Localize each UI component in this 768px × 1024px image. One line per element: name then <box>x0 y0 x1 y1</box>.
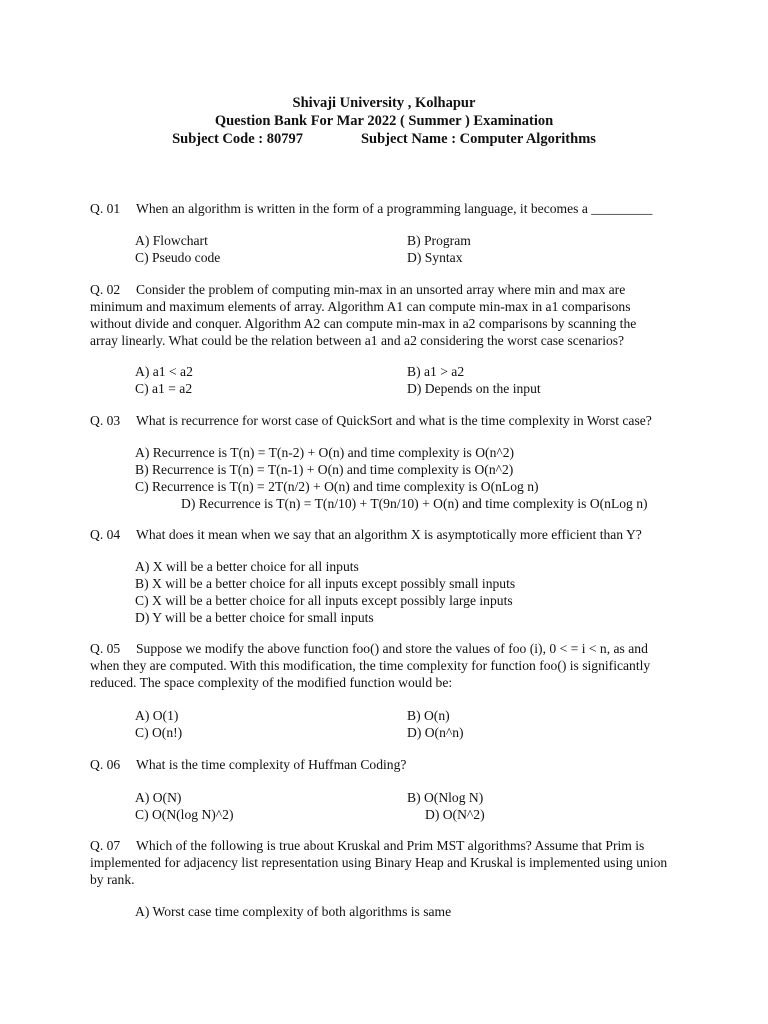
option-a: A) Worst case time complexity of both algorithms is same <box>135 904 452 919</box>
option-d: D) Y will be a better choice for small inputs <box>135 610 374 625</box>
option-b: B) a1 > a2 <box>407 364 465 379</box>
option-b: B) Recurrence is T(n) = T(n-1) + O(n) and time complexity is O(n^2) <box>135 462 514 477</box>
option-a: A) a1 < a2 <box>135 364 193 379</box>
option-c: C) O(n!) <box>135 725 183 740</box>
option-d: D) O(N^2) <box>425 807 485 822</box>
question-text: What does it mean when we say that an algorithm X is asymptotically more efficient than Y? <box>136 527 642 542</box>
document-header <box>0 94 768 148</box>
question-text: What is recurrence for worst case of QuickSort and what is the time complexity in Worst case? <box>136 413 652 428</box>
option-b: B) Program <box>407 233 471 248</box>
question-7-options <box>135 903 695 920</box>
option-c: C) a1 = a2 <box>135 381 193 396</box>
question-2-options <box>135 363 695 397</box>
question-text-line: minimum and maximum elements of array. Algorithm A1 can compute min-max in a1 comparisons <box>90 299 631 314</box>
option-d: D) Recurrence is T(n) = T(n/10) + T(9n/10) + O(n) and time complexity is O(nLog n) <box>181 496 648 511</box>
question-text-line: by rank. <box>90 872 135 887</box>
question-1-options <box>135 232 695 266</box>
question-3-options <box>135 444 695 512</box>
question-text-line: without divide and conquer. Algorithm A2 can compute min-max in a2 comparisons by scanning the <box>90 316 637 331</box>
question-4-options <box>135 558 695 626</box>
question-1 <box>90 200 690 217</box>
question-text-line: when they are computed. With this modification, the time complexity for function foo() is significantly <box>90 658 651 673</box>
subject-name: Subject Name : Computer Algorithms <box>360 131 596 147</box>
question-text-line: reduced. The space complexity of the modified function would be: <box>90 675 453 690</box>
option-a: A) Recurrence is T(n) = T(n-2) + O(n) and time complexity is O(n^2) <box>135 445 515 460</box>
question-number: Q. 06 <box>90 757 121 772</box>
question-7 <box>90 837 690 888</box>
question-5-options <box>135 707 695 741</box>
question-text-line: implemented for adjacency list representation using Binary Heap and Kruskal is implemented using union <box>90 855 668 870</box>
question-6 <box>90 756 690 773</box>
option-d: D) Depends on the input <box>407 381 541 396</box>
question-3 <box>90 412 690 429</box>
question-text-line: Consider the problem of computing min-max in an unsorted array where min and max are <box>136 282 626 297</box>
option-b: B) X will be a better choice for all inputs except possibly small inputs <box>135 576 516 591</box>
option-a: A) Flowchart <box>135 233 208 248</box>
question-number: Q. 04 <box>90 527 121 542</box>
option-a: A) X will be a better choice for all inputs <box>135 559 359 574</box>
question-bank-title: Question Bank For Mar 2022 ( Summer ) Examination <box>214 113 554 129</box>
subject-code: Subject Code : 80797 <box>172 131 303 147</box>
option-c: C) Pseudo code <box>135 250 221 265</box>
university-name: Shivaji University , Kolhapur <box>292 95 476 111</box>
question-6-options <box>135 789 695 823</box>
question-number: Q. 05 <box>90 641 121 656</box>
question-text-line: array linearly. What could be the relation between a1 and a2 considering the worst case scenarios? <box>90 333 625 348</box>
question-text-line: Which of the following is true about Kruskal and Prim MST algorithms? Assume that Prim is <box>136 838 645 853</box>
question-text: What is the time complexity of Huffman Coding? <box>136 757 407 772</box>
question-text: When an algorithm is written in the form of a programming language, it becomes a _________ <box>136 201 653 216</box>
option-c: C) O(N(log N)^2) <box>135 807 234 822</box>
option-b: B) O(Nlog N) <box>407 790 484 805</box>
option-b: B) O(n) <box>407 708 450 723</box>
question-number: Q. 07 <box>90 838 121 853</box>
question-5 <box>90 640 690 691</box>
question-number: Q. 01 <box>90 201 121 216</box>
question-text-line: Suppose we modify the above function foo() and store the values of foo (i), 0 < = i < n, as and <box>136 641 648 656</box>
question-number: Q. 03 <box>90 413 121 428</box>
question-4 <box>90 526 690 543</box>
option-a: A) O(1) <box>135 708 179 723</box>
question-number: Q. 02 <box>90 282 121 297</box>
subject-line <box>0 130 768 148</box>
option-d: D) O(n^n) <box>407 725 464 740</box>
option-a: A) O(N) <box>135 790 182 805</box>
question-2 <box>90 281 690 349</box>
option-c: C) X will be a better choice for all inputs except possibly large inputs <box>135 593 513 608</box>
option-d: D) Syntax <box>407 250 463 265</box>
option-c: C) Recurrence is T(n) = 2T(n/2) + O(n) and time complexity is O(nLog n) <box>135 479 539 494</box>
